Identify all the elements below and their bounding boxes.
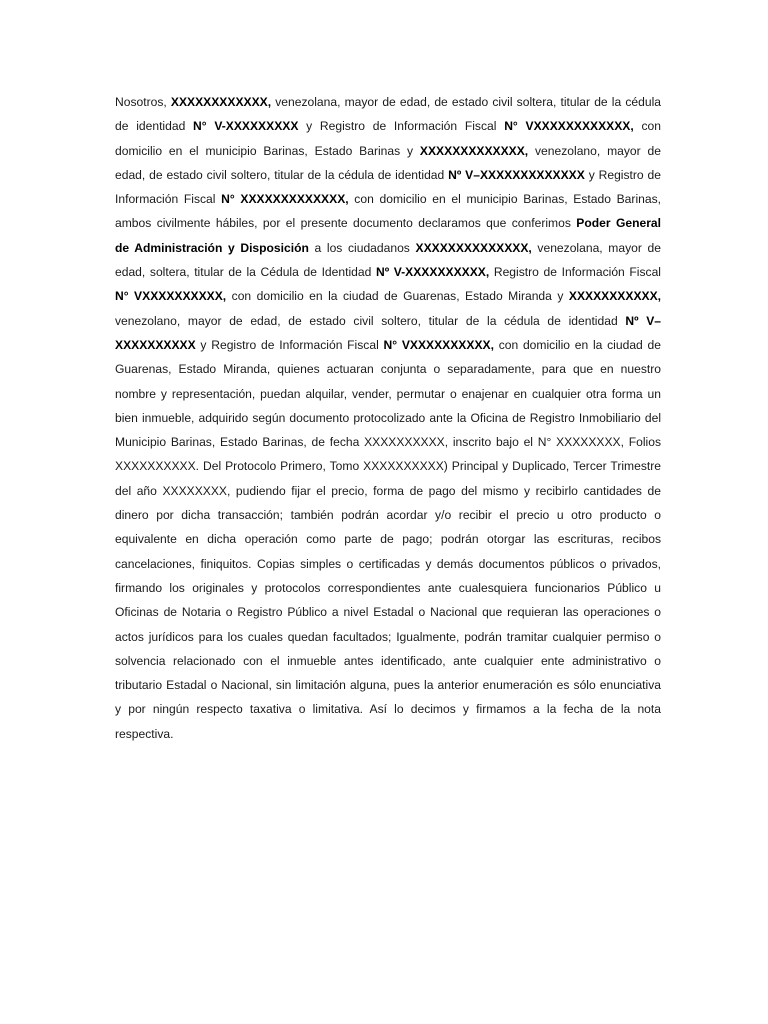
bold-text-segment: Nº V–XXXXXXXXXX — [115, 313, 661, 352]
text-segment: y Registro de Información Fiscal — [195, 337, 384, 352]
text-segment: y Registro de Información Fiscal — [298, 119, 505, 134]
text-segment: con domicilio en el municipio Barinas, Estado Barinas, ambos civilmente hábiles, por el presente documento declaramos que conferimos — [115, 192, 661, 231]
text-segment: Nosotros, — [115, 95, 171, 109]
bold-text-segment: Nº V–XXXXXXXXXXXXX — [448, 167, 585, 182]
text-segment: venezolano, mayor de edad, de estado civil soltero, titular de la cédula de identidad — [115, 313, 626, 328]
bold-text-segment: Nº V-XXXXXXXXXX, — [375, 265, 490, 280]
document-paragraph — [115, 90, 661, 746]
text-segment: a los ciudadanos — [308, 240, 416, 255]
text-segment: venezolano, mayor de edad, de estado civil soltero, titular de la cédula de identidad — [115, 143, 661, 182]
text-segment: Registro de Información Fiscal — [489, 265, 661, 280]
bold-text-segment: N° V-XXXXXXXXX — [193, 119, 299, 134]
bold-text-segment: N° VXXXXXXXXXXXX, — [504, 119, 634, 134]
text-segment: y Registro de Información Fiscal — [115, 167, 661, 207]
text-segment: con domicilio en la ciudad de Guarenas, Estado Miranda, quienes actuaran conjunta o separadamente, para que en nuestro nombre y representación, puedan alquilar, vender, permutar o enajenar en cualquier otra forma un bien inmueble, adquirido según documento protocolizado ante la Oficina de Registro Inmobiliario del Municipio Barinas, Estado Barinas, de fecha XXXXXXXXXX, inscrito bajo el N° XXXXXXXX, Folios XXXXXXXXXX. Del Protocolo Primero, Tomo XXXXXXXXXX) Principal y Duplicado, Tercer Trimestre del año XXXXXXXX, pudiendo fijar el precio, forma de pago del mismo y recibirlo cantidades de dinero por dicha transacción; también podrán acordar y/o recibir el precio u otro producto o equivalente en dicha operación como parte de pago; podrán otorgar las escrituras, recibos cancelaciones, finiquitos. Copias simples o certificadas y demás documentos públicos o privados, firmando los originales y protocolos correspondientes ante cualesquiera funcionarios Público u Oficinas de Notaria o Registro Público a nivel Estadal o Nacional que requieran las operaciones o actos jurídicos para los cuales quedan facultados; Igualmente, podrán tramitar cualquier permiso o solvencia relacionado con el inmueble antes identificado, ante cualquier ente administrativo o tributario Estadal o Nacional, sin limitación alguna, pues la anterior enumeración es sólo enunciativa y por ningún respecto taxativa o limitativa. Así lo decimos y firmamos a la fecha de la nota respectiva. — [115, 337, 661, 741]
bold-text-segment: N° VXXXXXXXXXX, — [115, 289, 227, 304]
bold-text-segment: XXXXXXXXXXXXX, — [419, 143, 529, 158]
bold-text-segment: N° VXXXXXXXXXX, — [383, 337, 494, 352]
bold-text-segment: XXXXXXXXXXXXXX, — [415, 240, 532, 255]
text-segment: con domicilio en la ciudad de Guarenas, Estado Miranda y — [226, 289, 569, 304]
bold-text-segment: N° XXXXXXXXXXXXX, — [221, 192, 349, 207]
bold-text-segment: Poder General de Administración y Disposición — [115, 216, 661, 255]
bold-text-segment: XXXXXXXXXXX, — [568, 289, 661, 304]
text-segment: venezolana, mayor de edad, de estado civil soltera, titular de la cédula de identidad — [115, 95, 661, 134]
text-segment: venezolana, mayor de edad, soltera, titular de la Cédula de Identidad — [115, 240, 661, 280]
bold-text-segment: XXXXXXXXXXXX, — [170, 95, 272, 109]
text-segment: con domicilio en el municipio Barinas, Estado Barinas y — [115, 119, 661, 158]
